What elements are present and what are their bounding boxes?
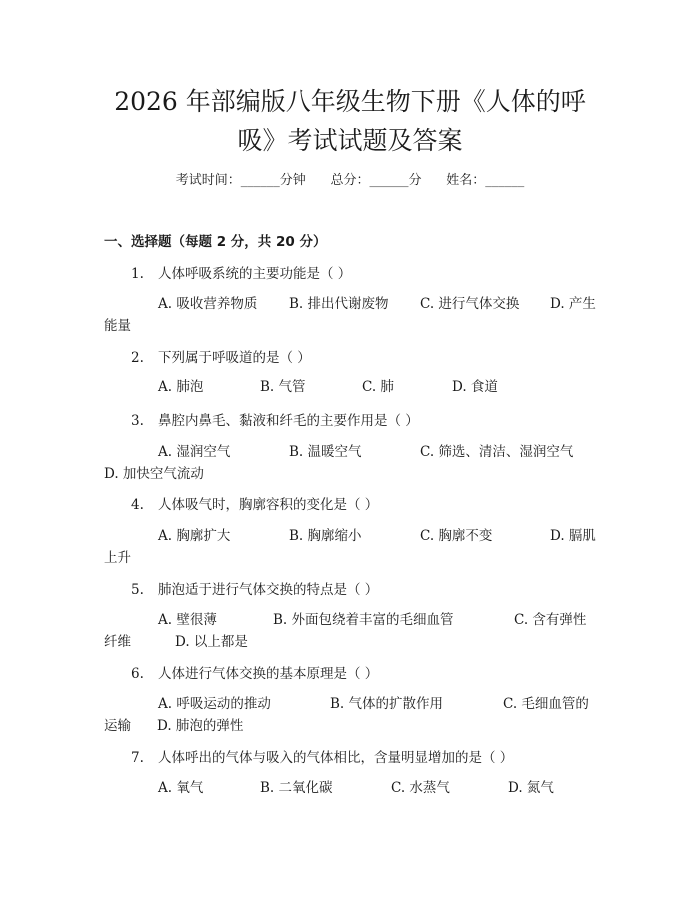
option-c: C. 毛细血管的 [503,696,589,712]
option-d: D. 食道 [452,379,498,395]
option-d: D. 加快空气流动 [104,466,204,482]
question-3-options [104,441,604,485]
title-line-2: 吸》考试试题及答案 [237,126,463,155]
question-number: 6. [131,666,144,682]
question-stem: 人体吸气时，胸廓容积的变化是（ ） [158,497,379,513]
option-b: B. 排出代谢废物 [289,296,389,312]
option-a: A. 呼吸运动的推动 [158,696,271,712]
section-heading: 一、选择题（每题 2 分，共 20 分） [104,234,327,250]
option-b: B. 胸廓缩小 [289,528,362,544]
question-4 [131,493,378,513]
question-number: 4. [131,497,144,513]
question-2 [131,346,311,366]
option-c: C. 筛选、清洁、湿润空气 [420,444,574,460]
option-wrap: 上升 [104,550,131,566]
question-stem: 下列属于呼吸道的是（ ） [158,350,311,366]
option-b: B. 二氧化碳 [260,780,333,796]
question-stem: 肺泡适于进行气体交换的特点是（ ） [158,582,379,598]
question-number: 5. [131,582,144,598]
question-5-options [104,609,604,653]
exam-title [90,82,610,160]
question-number: 2. [131,350,144,366]
option-a: A. 吸收营养物质 [158,296,258,312]
title-line-1: 2026 年部编版八年级生物下册《人体的呼 [114,87,586,116]
option-wrap: 能量 [104,318,131,334]
option-b: B. 气管 [260,379,306,395]
question-7 [131,746,513,766]
option-d: D. 产生 [550,296,596,312]
option-c: C. 进行气体交换 [420,296,520,312]
option-d: D. 氮气 [508,780,554,796]
question-6 [131,662,378,682]
question-stem: 人体呼吸系统的主要功能是（ ） [158,266,352,282]
option-a: A. 氧气 [158,780,204,796]
question-2-options [104,376,604,398]
option-d: D. 以上都是 [175,634,248,650]
question-4-options [104,525,604,569]
option-c-continued: 纤维 [104,634,131,650]
option-c: C. 胸廓不变 [420,528,493,544]
question-3 [131,409,419,429]
question-number: 7. [131,750,144,766]
option-wrap [104,715,604,737]
question-stem: 人体进行气体交换的基本原理是（ ） [158,666,379,682]
question-stem: 鼻腔内鼻毛、黏液和纤毛的主要作用是（ ） [158,413,419,429]
option-d: D. 肺泡的弹性 [157,718,244,734]
question-1 [131,262,351,282]
question-7-options [104,777,604,799]
question-stem: 人体呼出的气体与吸入的气体相比，含量明显增加的是（ ） [158,750,514,766]
option-a: A. 壁很薄 [158,612,217,628]
option-b: B. 温暖空气 [289,444,362,460]
exam-info-line: 考试时间：______分钟 总分：______分 姓名：______ [175,173,525,188]
option-b: B. 气体的扩散作用 [330,696,444,712]
option-c: C. 含有弹性 [514,612,587,628]
option-c-continued: 运输 [104,718,131,734]
question-5 [131,578,378,598]
option-d: D. 膈肌 [550,528,596,544]
question-number: 1. [131,266,144,282]
option-wrap [104,631,604,653]
option-c: C. 水蒸气 [391,780,450,796]
question-6-options [104,693,604,737]
question-1-options [104,293,604,337]
option-a: A. 肺泡 [158,379,204,395]
option-c: C. 肺 [362,379,394,395]
option-a: A. 湿润空气 [158,444,231,460]
question-number: 3. [131,413,144,429]
option-b: B. 外面包绕着丰富的毛细血管 [273,612,454,628]
option-a: A. 胸廓扩大 [158,528,231,544]
